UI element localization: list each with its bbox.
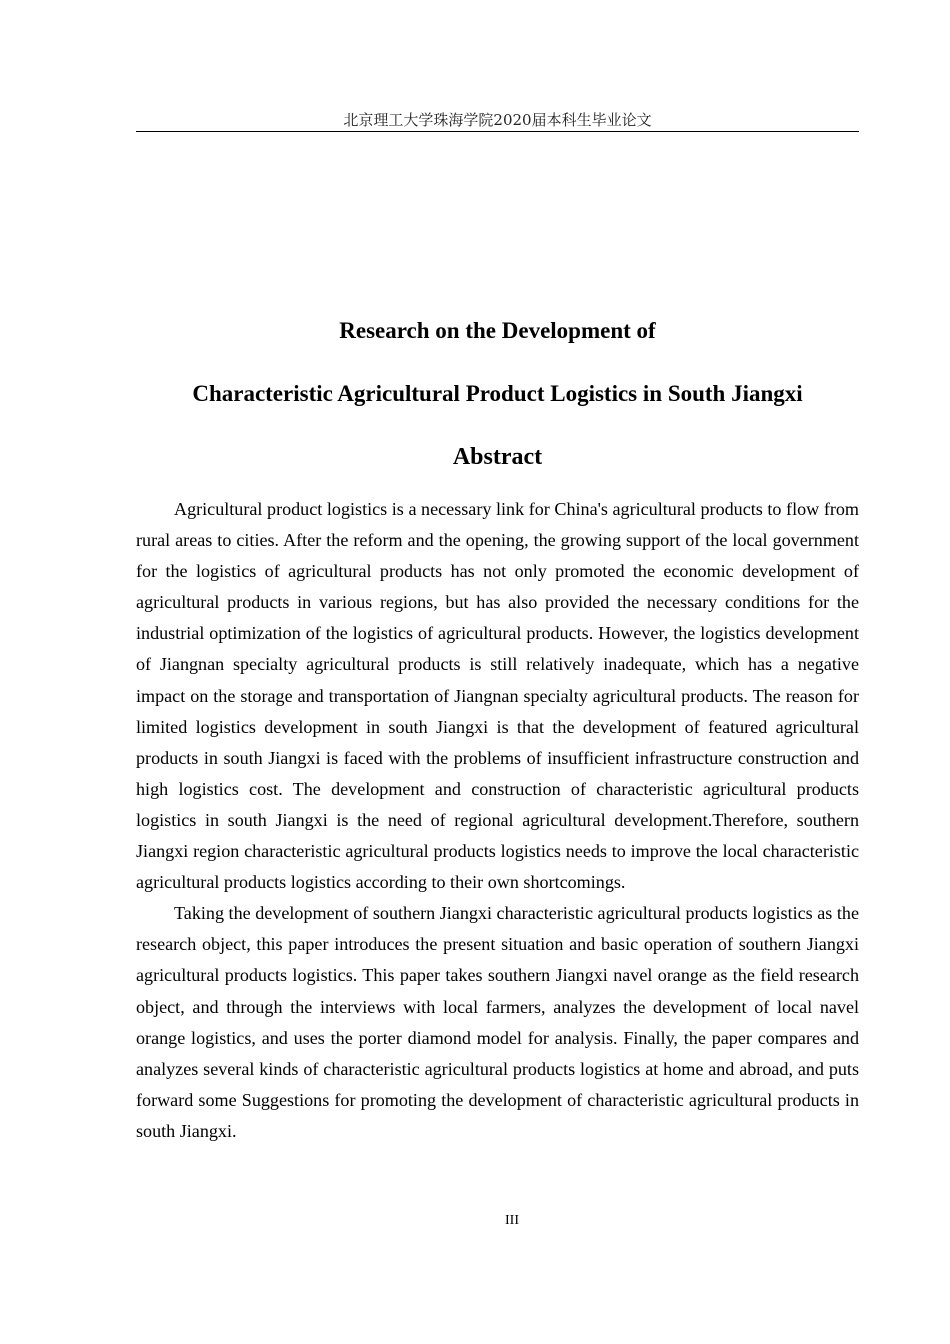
header-rule <box>136 131 859 132</box>
abstract-heading: Abstract <box>452 444 543 470</box>
title-line-2: Characteristic Agricultural Product Logistics in South Jiangxi <box>192 381 803 406</box>
abstract-paragraph-2: Taking the development of southern Jiangxi characteristic agricultural products logistics as the research object, this paper introduces the present situation and basic operation of southern Jiangxi agricultural products logistics. This paper takes southern Jiangxi navel orange as the field research object, and through the interviews with local farmers, analyzes the development of local navel orange logistics, and uses the porter diamond model for analysis. Finally, the paper compares and analyzes several kinds of characteristic agricultural products logistics at home and abroad, and puts forward some Suggestions for promoting the development of characteristic agricultural products in south Jiangxi. <box>136 903 859 1141</box>
abstract-paragraph-1: Agricultural product logistics is a necessary link for China's agricultural products to flow from rural areas to cities. After the reform and the opening, the growing support of the local government for the logistics of agricultural products has not only promoted the economic development of agricultural products in various regions, but has also provided the necessary conditions for the industrial optimization of the logistics of agricultural products. However, the logistics development of Jiangnan specialty agricultural products is still relatively inadequate, which has a negative impact on the storage and transportation of Jiangnan specialty agricultural products. The reason for limited logistics development in south Jiangxi is that the development of featured agricultural products in south Jiangxi is faced with the problems of insufficient infrastructure construction and high logistics cost. The development and construction of characteristic agricultural products logistics in south Jiangxi is the need of regional agricultural development.Therefore, southern Jiangxi region characteristic agricultural products logistics needs to improve the local characteristic agricultural products logistics according to their own shortcomings. <box>136 499 859 893</box>
abstract-body <box>136 494 859 1147</box>
title-line-1: Research on the Development of <box>339 318 656 343</box>
page-number: III <box>505 1213 519 1228</box>
running-header: 北京理工大学珠海学院2020届本科生毕业论文 <box>343 111 652 129</box>
